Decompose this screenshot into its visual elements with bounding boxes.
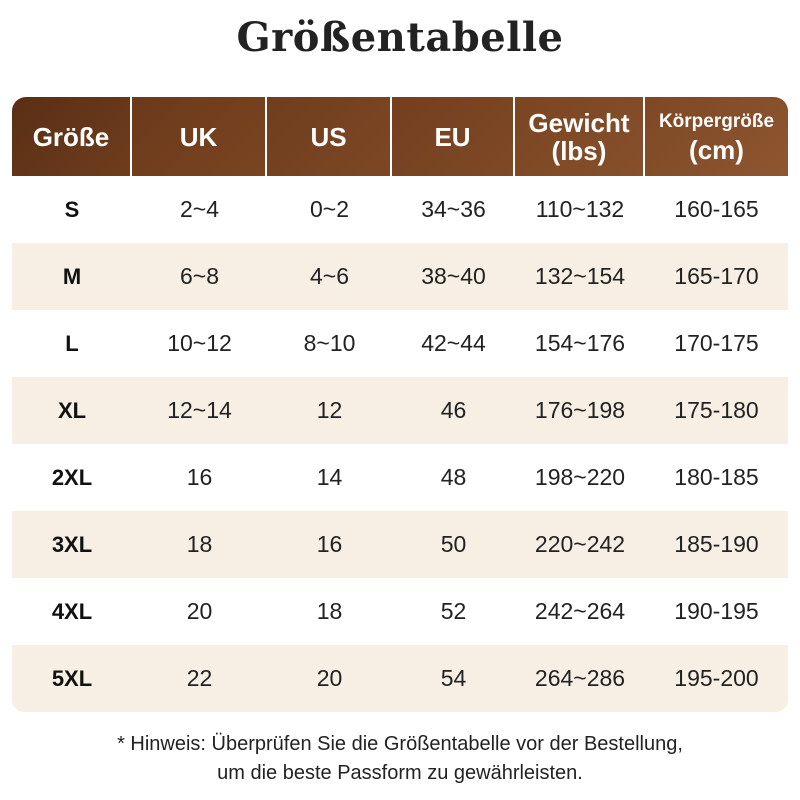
cell-eu: 54 (440, 665, 467, 691)
header-uk (132, 97, 267, 176)
cell-us: 14 (316, 464, 343, 490)
header-weight (515, 97, 645, 176)
cell-weight: 132~154 (534, 263, 626, 289)
cell-height: 170-175 (674, 330, 759, 356)
cell-height: 185-190 (674, 531, 759, 557)
table-row (12, 645, 788, 712)
table-row (12, 176, 788, 243)
cell-weight: 110~132 (535, 196, 625, 222)
header-us-label: US (310, 121, 347, 152)
cell-eu: 42~44 (421, 330, 486, 356)
table-row (12, 444, 788, 511)
page-title: Größentabelle (236, 14, 564, 61)
cell-height: 175-180 (674, 397, 759, 423)
header-uk-label: UK (179, 121, 218, 152)
cell-us: 12 (316, 397, 343, 423)
cell-size: S (64, 196, 80, 222)
cell-eu: 52 (440, 598, 467, 624)
cell-us: 0~2 (309, 196, 349, 222)
cell-eu: 48 (440, 464, 467, 490)
cell-uk: 22 (186, 665, 213, 691)
table-body (12, 176, 788, 712)
cell-eu: 50 (440, 531, 467, 557)
cell-size: 3XL (51, 531, 93, 557)
cell-size: 4XL (51, 598, 93, 624)
header-height-unit: (cm) (689, 134, 744, 165)
cell-weight: 176~198 (534, 397, 626, 423)
table-header-row (12, 97, 788, 176)
cell-weight: 220~242 (534, 531, 626, 557)
cell-eu: 38~40 (421, 263, 486, 289)
cell-uk: 10~12 (167, 330, 232, 356)
hint-note-line2: um die beste Passform zu gewährleisten. (217, 762, 583, 784)
hint-note (0, 730, 800, 788)
table-row (12, 310, 788, 377)
header-weight-label: Gewicht (528, 107, 630, 138)
cell-uk: 6~8 (179, 263, 219, 289)
cell-uk: 12~14 (167, 397, 232, 423)
cell-height: 160-165 (674, 196, 759, 222)
cell-weight: 242~264 (534, 598, 626, 624)
cell-weight: 264~286 (534, 665, 626, 691)
cell-height: 195-200 (674, 665, 759, 691)
cell-size: 2XL (51, 464, 93, 490)
hint-note-line1: * Hinweis: Überprüfen Sie die Größentabelle vor der Bestellung, (117, 733, 683, 755)
cell-height: 190-195 (674, 598, 759, 624)
cell-eu: 46 (440, 397, 467, 423)
cell-eu: 34~36 (421, 196, 486, 222)
table-row (12, 578, 788, 645)
header-size-label: Größe (32, 121, 110, 152)
cell-size: L (65, 330, 79, 356)
cell-height: 180-185 (674, 464, 759, 490)
header-eu (392, 97, 515, 176)
cell-us: 4~6 (309, 263, 349, 289)
header-weight-unit: (lbs) (551, 135, 607, 166)
cell-size: XL (57, 397, 87, 423)
header-size (12, 97, 132, 176)
cell-height: 165-170 (674, 263, 759, 289)
header-us (267, 97, 392, 176)
cell-weight: 198~220 (534, 464, 626, 490)
cell-uk: 2~4 (179, 196, 219, 222)
size-table (12, 97, 788, 712)
cell-weight: 154~176 (534, 330, 626, 356)
header-eu-label: EU (434, 121, 471, 152)
cell-us: 8~10 (303, 330, 356, 356)
cell-size: M (62, 263, 82, 289)
cell-size: 5XL (51, 665, 93, 691)
table-row (12, 377, 788, 444)
table-row (12, 243, 788, 310)
header-height-label: Körpergröße (658, 110, 775, 132)
cell-uk: 20 (186, 598, 213, 624)
cell-us: 20 (316, 665, 343, 691)
table-row (12, 511, 788, 578)
cell-us: 16 (316, 531, 343, 557)
cell-uk: 16 (186, 464, 213, 490)
cell-us: 18 (316, 598, 343, 624)
header-height (645, 97, 788, 176)
cell-uk: 18 (186, 531, 213, 557)
